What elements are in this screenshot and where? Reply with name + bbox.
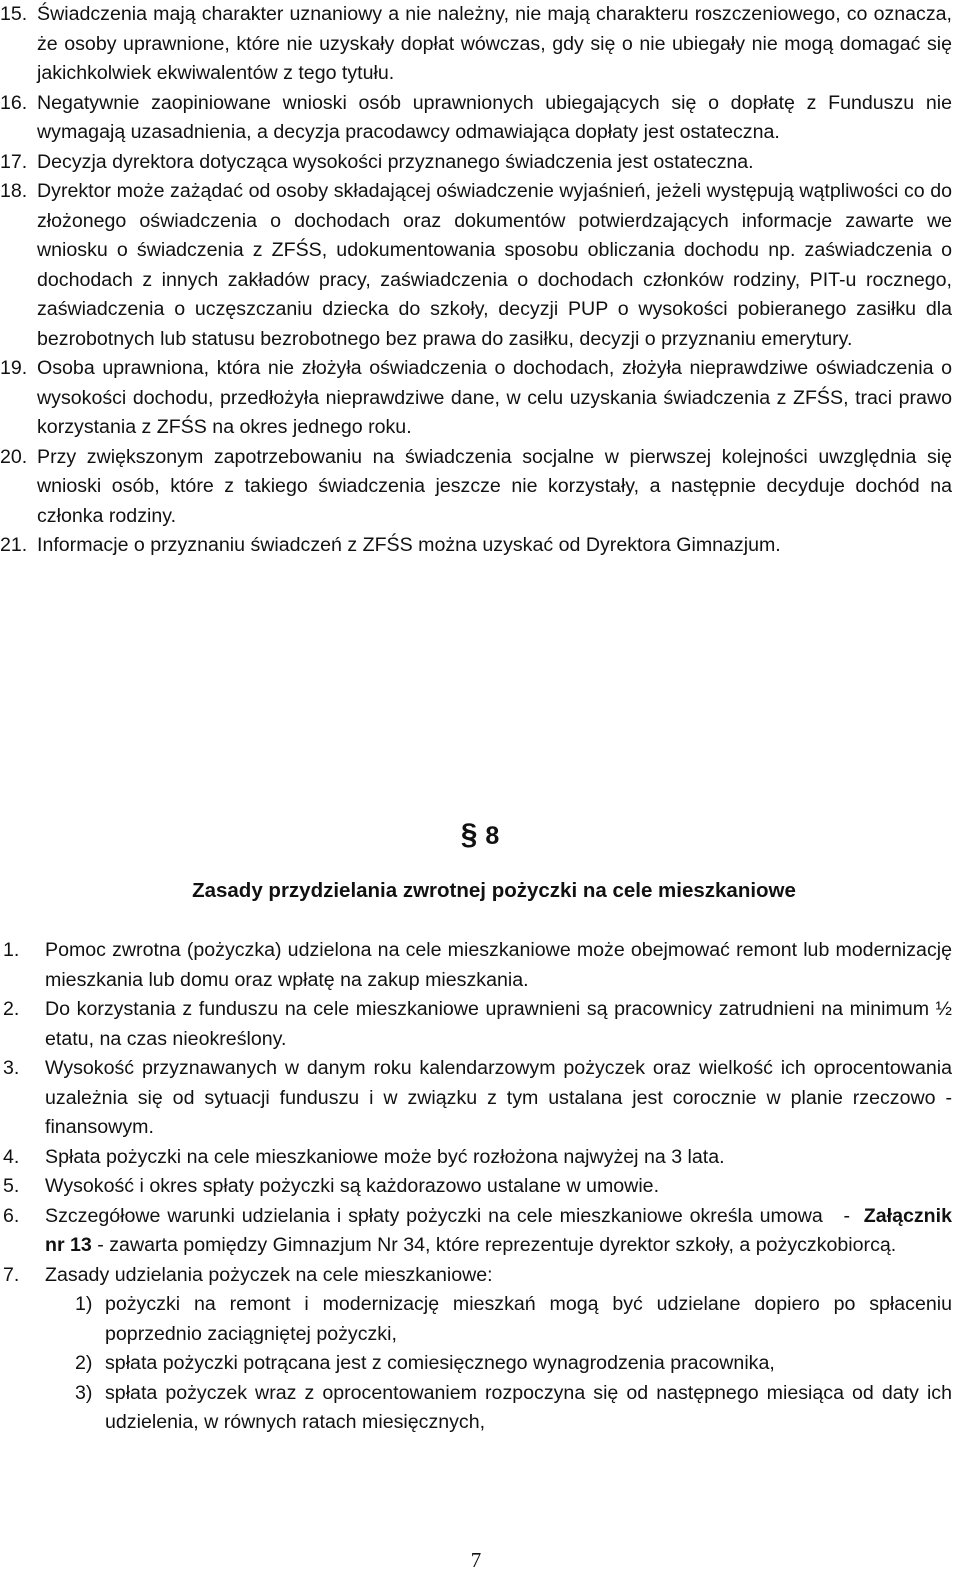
section-title: Zasady przydzielania zwrotnej pożyczki na cele mieszkaniowe bbox=[192, 879, 796, 902]
list-number: 21. bbox=[0, 534, 28, 556]
list-text: Zasady udzielania pożyczek na cele mieszkaniowe: bbox=[45, 1263, 493, 1286]
list-number: 20. bbox=[0, 445, 28, 468]
list-text-after: - zawarta pomiędzy Gimnazjum Nr 34, które reprezentuje dyrektor szkoły, a pożyczkobiorcą. bbox=[91, 1234, 897, 1256]
attachment-reference: Załącznik nr 13 bbox=[45, 1204, 952, 1256]
list-number: 16. bbox=[0, 91, 28, 114]
list-text: Spłata pożyczki na cele mieszkaniowe może być rozłożona najwyżej na 3 lata. bbox=[45, 1145, 725, 1168]
list-item-4 bbox=[0, 1143, 952, 1173]
list-text: Informacje o przyznaniu świadczeń z ZFŚS można uzyskać od Dyrektora Gimnazjum. bbox=[37, 534, 781, 556]
page-number: 7 bbox=[470, 1548, 482, 1572]
list-text: Wysokość przyznawanych w danym roku kalendarzowym pożyczek oraz wielkość ich oprocentowania uzależnia się od sytuacji funduszu i w związku z tym ustalana jest corocznie w planie rzeczowo - finansowym. bbox=[45, 1057, 952, 1138]
list-number: 15. bbox=[0, 3, 28, 25]
list-item-2 bbox=[0, 995, 952, 1054]
list-text: Do korzystania z funduszu na cele mieszkaniowe uprawnieni są pracownicy zatrudnieni na minimum ½ etatu, na czas nieokreślony. bbox=[45, 998, 952, 1050]
list-number: 2. bbox=[3, 998, 20, 1020]
list-number: 6. bbox=[3, 1204, 20, 1227]
list-number: 1. bbox=[3, 939, 20, 961]
list-item-7 bbox=[0, 1261, 952, 1291]
list-text: Negatywnie zaopiniowane wnioski osób uprawnionych ubiegających się o dopłatę z Funduszu nie wymagają uzasadnienia, a decyzja pracodawcy odmawiająca dopłaty jest ostateczna. bbox=[37, 91, 952, 143]
sub-list-text: pożyczki na remont i modernizację mieszkań mogą być udzielane dopiero po spłaceniu poprzednio zaciągniętej pożyczki, bbox=[105, 1293, 952, 1345]
list-item-17 bbox=[0, 148, 952, 178]
list-text: Przy zwiększonym zapotrzebowaniu na świadczenia socjalne w pierwszej kolejności uwzględnia się wnioski osób, które z takiego świadczenia jeszcze nie korzystały, a następnie decyduje dochód na członka rodziny. bbox=[37, 445, 952, 527]
list-item-5 bbox=[0, 1172, 952, 1202]
sub-list-number: 2) bbox=[75, 1352, 93, 1374]
list-item-6 bbox=[0, 1202, 952, 1261]
sub-list-number: 3) bbox=[75, 1381, 93, 1404]
list-number: 19. bbox=[0, 357, 28, 379]
sub-list-item-2 bbox=[75, 1349, 952, 1379]
sub-list-item-1 bbox=[75, 1290, 952, 1349]
list-number: 17. bbox=[0, 150, 28, 173]
sub-list-text: spłata pożyczek wraz z oprocentowaniem rozpoczyna się od następnego miesiąca od daty ich udzielenia, w równych ratach miesięcznych, bbox=[105, 1381, 952, 1433]
list-number: 18. bbox=[0, 180, 28, 202]
list-item-20 bbox=[0, 443, 952, 532]
list-text: Pomoc zwrotna (pożyczka) udzielona na cele mieszkaniowe może obejmować remont lub modernizację mieszkania lub domu oraz wpłatę na zakup mieszkania. bbox=[45, 939, 952, 991]
list-text: Osoba uprawniona, która nie złożyła oświadczenia o dochodach, złożyła nieprawdziwe oświadczenia o wysokości dochodu, przedłożyła nieprawdziwe dane, w celu uzyskania świadczenia z ZFŚS, traci prawo korzystania z ZFŚS na okres jednego roku. bbox=[37, 357, 952, 438]
list-item-19 bbox=[0, 354, 952, 443]
list-text: Dyrektor może zażądać od osoby składającej oświadczenie wyjaśnień, jeżeli występują wątpliwości co do złożonego oświadczenia o dochodach oraz dokumentów potwierdzających informacje zawarte we wniosku o świadczenia z ZFŚS, udokumentowania sposobu obliczania dochodu np. zaświadczenia o dochodach z innych zakładów pracy, zaświadczenia o dochodach członków rodziny, PIT-u rocznego, zaświadczenia o uczęszczaniu dziecka do szkoły, decyzji PUP o wysokości pobieranego zasiłku dla bezrobotnych lub statusu bezrobotnego bez prawa do zasiłku, decyzji o przyznaniu emerytury. bbox=[37, 180, 952, 350]
list-item-21 bbox=[0, 531, 952, 561]
list-text: Decyzja dyrektora dotycząca wysokości przyznanego świadczenia jest ostateczna. bbox=[37, 150, 754, 173]
section-heading-number bbox=[0, 820, 960, 852]
list-number: 3. bbox=[3, 1057, 20, 1079]
section-symbol: § bbox=[460, 818, 478, 851]
list-number: 5. bbox=[3, 1175, 20, 1197]
list-number: 7. bbox=[3, 1263, 20, 1286]
list-number: 4. bbox=[3, 1145, 20, 1168]
sub-list-loan-rules bbox=[75, 1290, 952, 1438]
sub-list-item-3 bbox=[75, 1379, 952, 1438]
numbered-list-housing-loans bbox=[0, 936, 952, 1438]
list-item-18 bbox=[0, 177, 952, 354]
list-item-1 bbox=[0, 936, 952, 995]
section-number: 8 bbox=[485, 822, 500, 850]
list-item-3 bbox=[0, 1054, 952, 1143]
sub-list-number: 1) bbox=[75, 1293, 93, 1315]
list-item-15 bbox=[0, 0, 952, 89]
list-text: Wysokość i okres spłaty pożyczki są każdorazowo ustalane w umowie. bbox=[45, 1175, 660, 1197]
list-item-16 bbox=[0, 89, 952, 148]
numbered-list-paragraphs-15-21 bbox=[0, 0, 952, 561]
sub-list-text: spłata pożyczki potrącana jest z comiesięcznego wynagrodzenia pracownika, bbox=[105, 1352, 775, 1374]
list-text: Świadczenia mają charakter uznaniowy a nie należny, nie mają charakteru roszczeniowego, co oznacza, że osoby uprawnione, które nie uzyskały dopłat wówczas, gdy się o nie ubiegały nie mogą domagać się jakichkolwiek ekwiwalentów z tego tytułu. bbox=[37, 3, 952, 84]
list-text bbox=[0, 1202, 952, 1261]
list-text-before: Szczegółowe warunki udzielania i spłaty pożyczki na cele mieszkaniowe określa umowa - bbox=[45, 1204, 864, 1227]
